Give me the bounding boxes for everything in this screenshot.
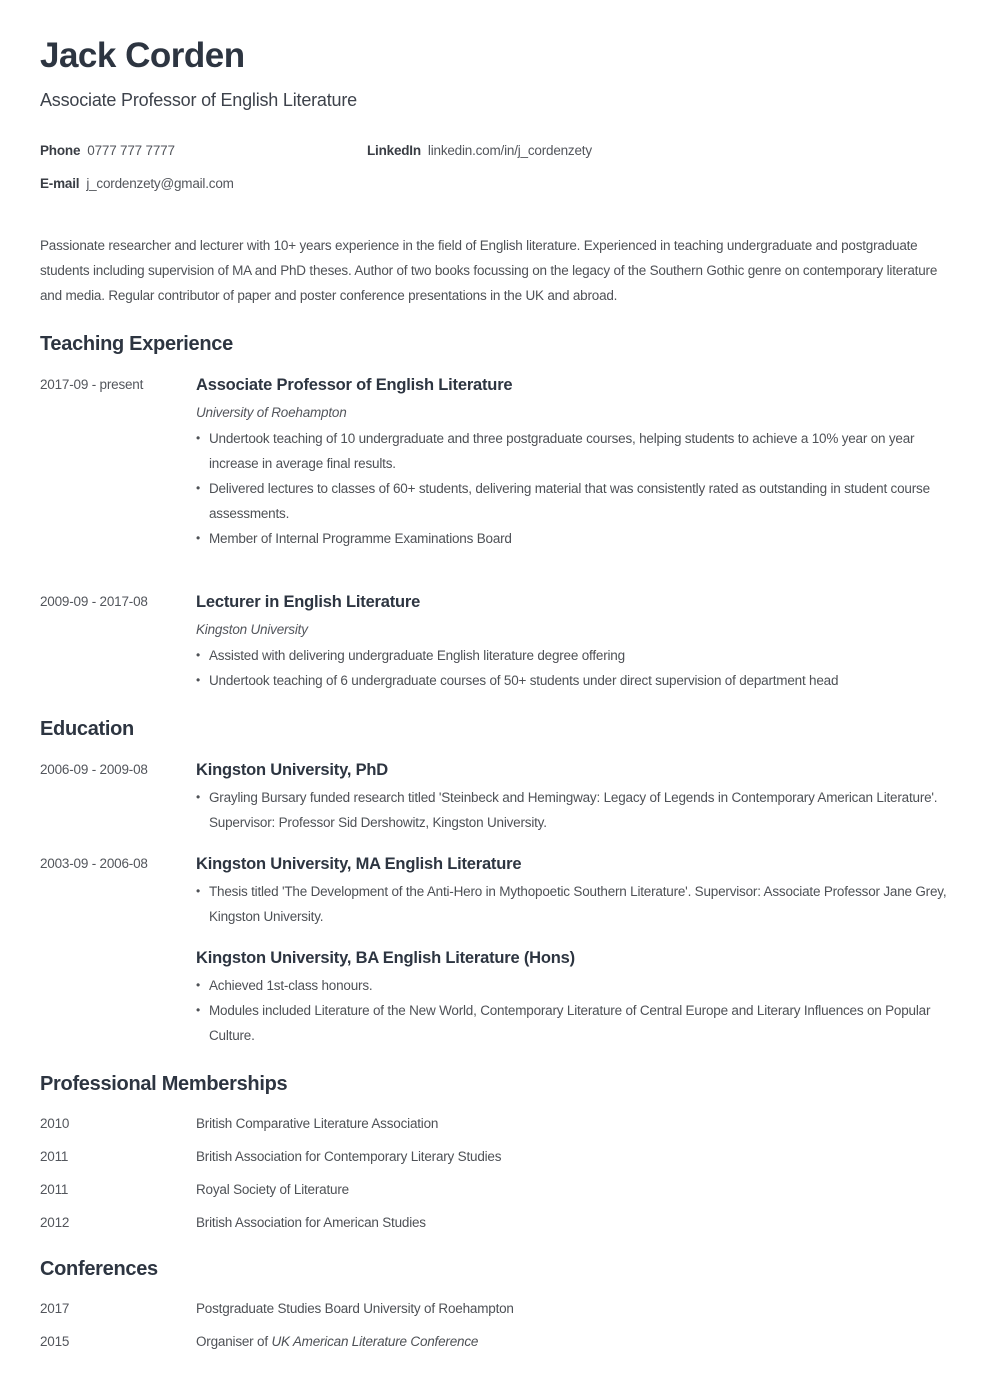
entry-date: 2009-09 - 2017-08 bbox=[40, 594, 148, 609]
membership-row bbox=[40, 1147, 950, 1167]
contact-block bbox=[40, 141, 950, 193]
entry-date bbox=[40, 947, 196, 1048]
education-entry bbox=[40, 759, 950, 835]
entry-bullets bbox=[196, 879, 950, 929]
entry-title: Kingston University, BA English Literature (Hons) bbox=[196, 949, 575, 967]
education-entry bbox=[40, 853, 950, 929]
memberships-heading: Professional Memberships bbox=[40, 1073, 288, 1095]
contact-phone bbox=[40, 141, 367, 160]
bullet-item: • Grayling Bursary funded research titled 'Steinbeck and Hemingway: Legacy of Legends in Contemporary American Literature'. Supervisor: Professor Sid Dershowitz, Kingston University. bbox=[196, 785, 950, 835]
experience-entry bbox=[40, 374, 950, 551]
conference-text-plain: Organiser of bbox=[196, 1334, 272, 1349]
membership-year: 2011 bbox=[40, 1149, 69, 1164]
bullet-item: • Modules included Literature of the New World, Contemporary Literature of Central Europe and Literary Influences on Popular Culture. bbox=[196, 998, 950, 1048]
membership-text: Royal Society of Literature bbox=[196, 1182, 349, 1197]
entry-bullets bbox=[196, 426, 950, 551]
conference-year: 2017 bbox=[40, 1301, 70, 1316]
entry-bullets bbox=[196, 973, 950, 1048]
section-conferences bbox=[40, 1257, 950, 1352]
conference-row bbox=[40, 1332, 950, 1352]
linkedin-value: linkedin.com/in/j_cordenzety bbox=[427, 143, 592, 158]
entry-bullets bbox=[196, 643, 950, 693]
phone-value: 0777 777 7777 bbox=[87, 143, 175, 158]
entry-organisation: University of Roehampton bbox=[196, 405, 347, 420]
entry-body bbox=[196, 947, 950, 1048]
section-professional-memberships bbox=[40, 1072, 950, 1233]
membership-year: 2012 bbox=[40, 1215, 70, 1230]
person-job-title: Associate Professor of English Literature bbox=[40, 90, 357, 110]
experience-entry bbox=[40, 591, 950, 693]
membership-row bbox=[40, 1180, 950, 1200]
conference-text bbox=[196, 1332, 950, 1352]
profile-summary: Passionate researcher and lecturer with 10+ years experience in the field of English literature. Experienced in teaching undergraduate and postgraduate students including supervision of MA and PhD theses. Author of two books focussing on the legacy of the Southern Gothic genre on contemporary literature and media. Regular contributor of paper and poster conference presentations in the UK and abroad. bbox=[40, 238, 938, 303]
phone-label: Phone bbox=[40, 143, 81, 158]
conference-text-italic: UK American Literature Conference bbox=[271, 1334, 479, 1349]
entry-body bbox=[196, 853, 950, 929]
conferences-list bbox=[40, 1299, 950, 1352]
contact-linkedin bbox=[367, 141, 950, 160]
contact-email bbox=[40, 174, 367, 193]
email-label: E-mail bbox=[40, 176, 80, 191]
entry-body bbox=[196, 591, 950, 693]
membership-text: British Comparative Literature Association bbox=[196, 1116, 439, 1131]
linkedin-label: LinkedIn bbox=[367, 143, 421, 158]
entry-date: 2017-09 - present bbox=[40, 377, 144, 392]
entry-title: Associate Professor of English Literature bbox=[196, 376, 513, 394]
entry-title: Kingston University, MA English Literature bbox=[196, 855, 522, 873]
entry-body bbox=[196, 374, 950, 551]
education-heading: Education bbox=[40, 718, 134, 740]
section-teaching-experience bbox=[40, 332, 950, 693]
entry-title: Kingston University, PhD bbox=[196, 761, 388, 779]
person-name: Jack Corden bbox=[40, 36, 245, 75]
bullet-item: • Member of Internal Programme Examinations Board bbox=[196, 526, 950, 551]
membership-year: 2010 bbox=[40, 1116, 70, 1131]
entry-bullets bbox=[196, 785, 950, 835]
bullet-item: • Delivered lectures to classes of 60+ students, delivering material that was consistently rated as outstanding in student course assessments. bbox=[196, 476, 950, 526]
membership-text: British Association for Contemporary Literary Studies bbox=[196, 1149, 502, 1164]
membership-year: 2011 bbox=[40, 1182, 69, 1197]
membership-row bbox=[40, 1114, 950, 1134]
bullet-item: • Undertook teaching of 6 undergraduate courses of 50+ students under direct supervision of department head bbox=[196, 668, 950, 693]
education-entry bbox=[40, 947, 950, 1048]
memberships-list bbox=[40, 1114, 950, 1233]
entry-organisation: Kingston University bbox=[196, 622, 308, 637]
teaching-heading: Teaching Experience bbox=[40, 333, 233, 355]
entry-date: 2003-09 - 2006-08 bbox=[40, 856, 148, 871]
entry-body bbox=[196, 759, 950, 835]
conference-year: 2015 bbox=[40, 1334, 70, 1349]
section-education bbox=[40, 717, 950, 1048]
entry-title: Lecturer in English Literature bbox=[196, 593, 421, 611]
bullet-item: • Thesis titled 'The Development of the Anti-Hero in Mythopoetic Southern Literature'. Supervisor: Associate Professor Jane Grey, Kingston University. bbox=[196, 879, 950, 929]
entry-date: 2006-09 - 2009-08 bbox=[40, 762, 148, 777]
bullet-item: • Undertook teaching of 10 undergraduate and three postgraduate courses, helping students to achieve a 10% year on year increase in average final results. bbox=[196, 426, 950, 476]
conference-text bbox=[196, 1299, 950, 1319]
email-value: j_cordenzety@gmail.com bbox=[86, 176, 234, 191]
conference-text-plain: Postgraduate Studies Board University of Roehampton bbox=[196, 1301, 514, 1316]
membership-row bbox=[40, 1213, 950, 1233]
bullet-item: • Assisted with delivering undergraduate English literature degree offering bbox=[196, 643, 950, 668]
bullet-item: • Achieved 1st-class honours. bbox=[196, 973, 950, 998]
conferences-heading: Conferences bbox=[40, 1258, 158, 1280]
membership-text: British Association for American Studies bbox=[196, 1215, 426, 1230]
conference-row bbox=[40, 1299, 950, 1319]
